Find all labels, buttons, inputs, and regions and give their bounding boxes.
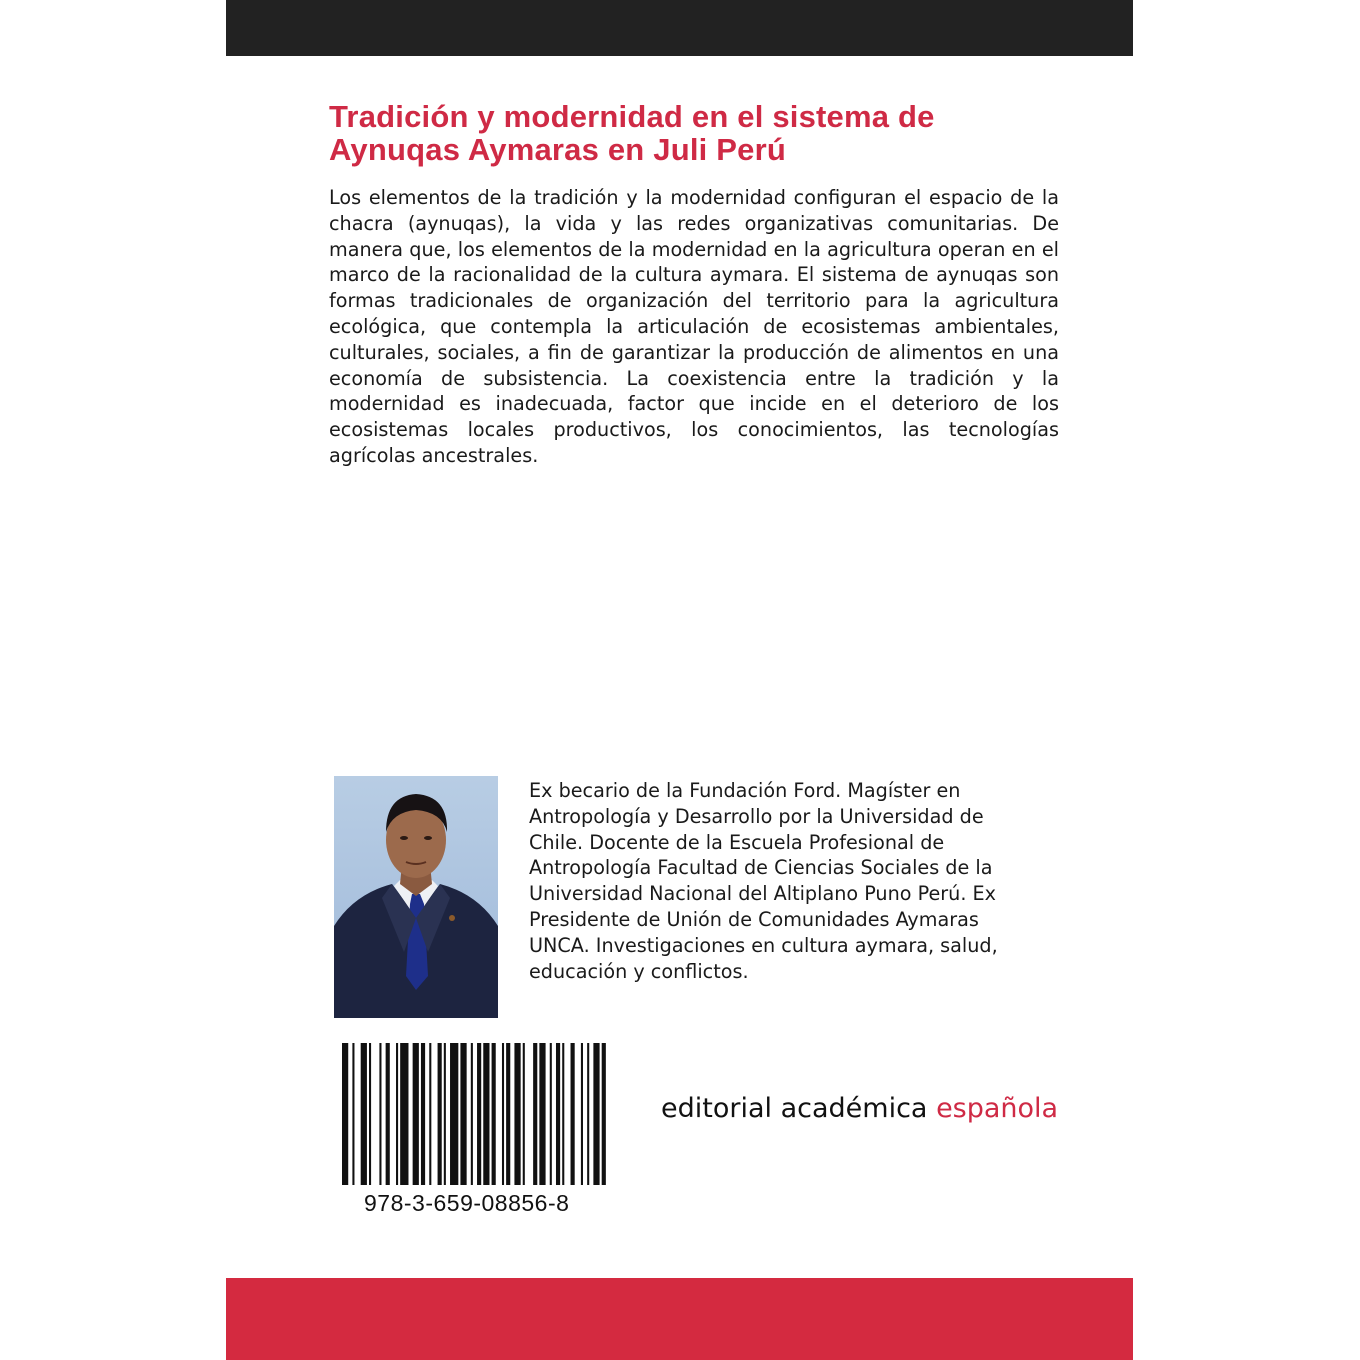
author-bio: Ex becario de la Fundación Ford. Magíster en Antropología y Desarrollo por la Universidad de Chile. Docente de la Escuela Profesional de Antropología Facultad de Ciencias Sociales de la Universidad Nacional del Altiplano Puno Perú. Ex Presidente de Unión de Comunidades Aymaras UNCA. Investigaciones en cultura aymara, salud, educación y conflictos. <box>529 779 998 983</box>
book-description: Los elementos de la tradición y la modernidad configuran el espacio de la chacra (aynuqas), la vida y las redes organizativas comunitarias. De manera que, los elementos de la modernidad en la agricultura operan en el marco de la racionalidad de la cultura aymara. El sistema de aynuqas son formas tradicionales de organización del territorio para la agricultura ecológica, que contempla la articulación de ecosistemas ambientales, culturales, sociales, a fin de garantizar la producción de alimentos en una economía de subsistencia. La coexistencia entre la tradición y la modernidad es inadecuada, factor que incide en el deterioro de los ecosistemas locales productivos, los conocimientos, las tecnologías agrícolas ancestrales. <box>329 186 1059 467</box>
book-back-cover <box>226 0 1133 1360</box>
bottom-color-band <box>226 1278 1133 1360</box>
isbn-number: 978-3-659-08856-8 <box>364 1190 570 1216</box>
publisher-name: editorial académica <box>661 1093 937 1124</box>
book-title: Tradición y modernidad en el sistema de Aynuqas Aymaras en Juli Perú <box>329 99 935 167</box>
publisher-logo-text <box>661 1093 1058 1124</box>
isbn-barcode <box>342 1043 610 1185</box>
top-color-band <box>226 0 1133 56</box>
author-photo <box>334 776 498 1018</box>
publisher-name-accent: española <box>936 1093 1059 1124</box>
